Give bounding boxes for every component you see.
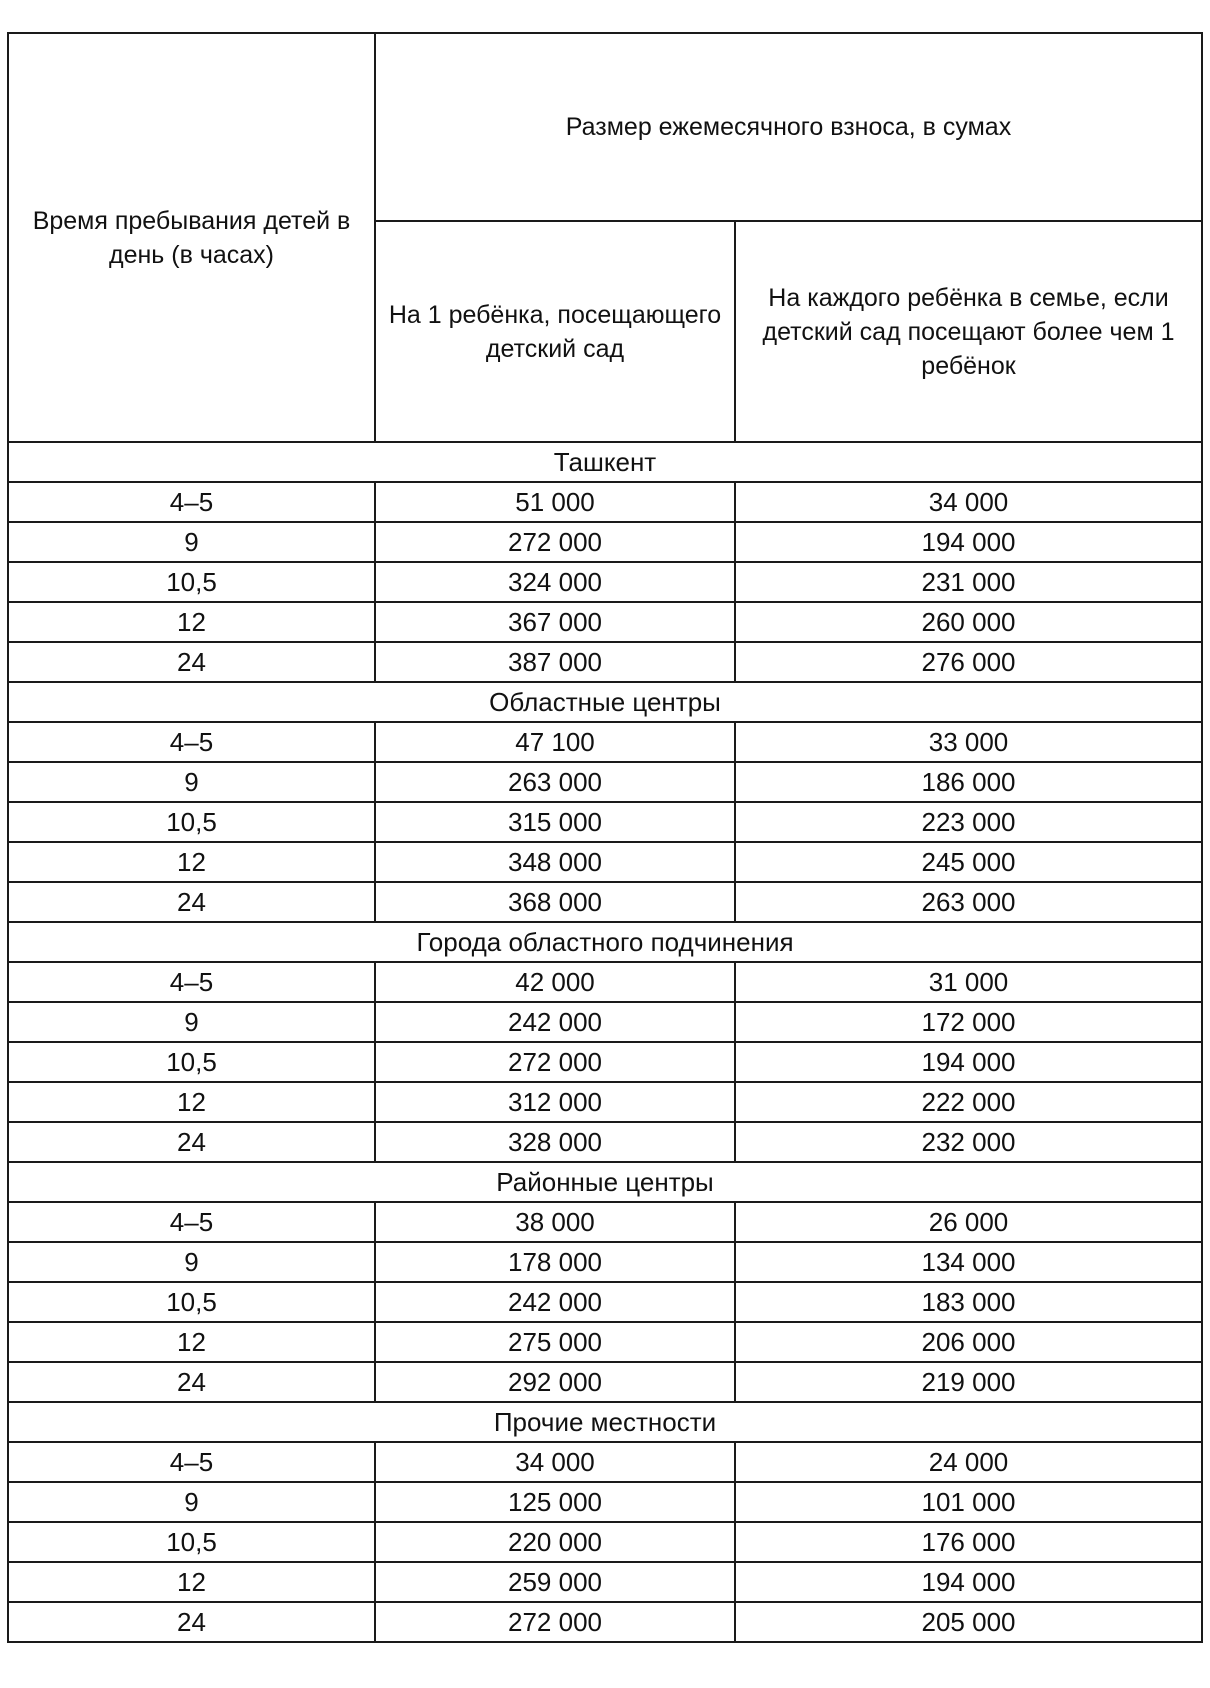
one-child-fee-cell: 312 000 [375, 1082, 735, 1122]
table-row [8, 1522, 1202, 1562]
each-child-fee-cell: 186 000 [735, 762, 1202, 802]
each-child-fee-cell: 263 000 [735, 882, 1202, 922]
table-row [8, 522, 1202, 562]
table-row [8, 1362, 1202, 1402]
each-child-fee-cell: 223 000 [735, 802, 1202, 842]
one-child-fee-cell: 348 000 [375, 842, 735, 882]
hours-cell: 10,5 [8, 1522, 375, 1562]
hours-cell: 24 [8, 882, 375, 922]
each-child-fee-cell: 31 000 [735, 962, 1202, 1002]
hours-cell: 12 [8, 1082, 375, 1122]
one-child-fee-cell: 272 000 [375, 522, 735, 562]
hours-cell: 24 [8, 642, 375, 682]
each-child-fee-cell: 245 000 [735, 842, 1202, 882]
hours-cell: 12 [8, 842, 375, 882]
hours-column-header: Время пребывания детей в день (в часах) [8, 33, 375, 442]
one-child-fee-cell: 125 000 [375, 1482, 735, 1522]
one-child-fee-cell: 324 000 [375, 562, 735, 602]
table-row [8, 1082, 1202, 1122]
one-child-fee-cell: 42 000 [375, 962, 735, 1002]
table-row [8, 1442, 1202, 1482]
hours-cell: 12 [8, 1562, 375, 1602]
table-body [8, 442, 1202, 1642]
hours-cell: 24 [8, 1122, 375, 1162]
table-row [8, 762, 1202, 802]
one-child-fee-cell: 38 000 [375, 1202, 735, 1242]
one-child-fee-cell: 178 000 [375, 1242, 735, 1282]
one-child-fee-cell: 220 000 [375, 1522, 735, 1562]
each-child-fee-cell: 231 000 [735, 562, 1202, 602]
each-child-fee-cell: 33 000 [735, 722, 1202, 762]
one-child-fee-cell: 368 000 [375, 882, 735, 922]
region-heading: Ташкент [8, 442, 1202, 482]
hours-cell: 10,5 [8, 1282, 375, 1322]
table-row [8, 722, 1202, 762]
hours-cell: 9 [8, 762, 375, 802]
one-child-fee-cell: 275 000 [375, 1322, 735, 1362]
each-child-fee-cell: 206 000 [735, 1322, 1202, 1362]
each-child-fee-cell: 219 000 [735, 1362, 1202, 1402]
one-child-column-header: На 1 ребёнка, посещающего детский сад [375, 221, 735, 442]
hours-cell: 4–5 [8, 1442, 375, 1482]
table-row [8, 562, 1202, 602]
each-child-fee-cell: 172 000 [735, 1002, 1202, 1042]
hours-cell: 12 [8, 1322, 375, 1362]
one-child-fee-cell: 292 000 [375, 1362, 735, 1402]
each-child-fee-cell: 222 000 [735, 1082, 1202, 1122]
one-child-fee-cell: 315 000 [375, 802, 735, 842]
each-child-fee-cell: 34 000 [735, 482, 1202, 522]
region-row [8, 1162, 1202, 1202]
each-child-fee-cell: 134 000 [735, 1242, 1202, 1282]
each-child-fee-cell: 205 000 [735, 1602, 1202, 1642]
table-row [8, 962, 1202, 1002]
one-child-fee-cell: 47 100 [375, 722, 735, 762]
header-row-top [8, 33, 1202, 221]
one-child-fee-cell: 263 000 [375, 762, 735, 802]
table-row [8, 1282, 1202, 1322]
table-row [8, 1122, 1202, 1162]
table-row [8, 1042, 1202, 1082]
one-child-fee-cell: 51 000 [375, 482, 735, 522]
one-child-fee-cell: 34 000 [375, 1442, 735, 1482]
table-row [8, 1002, 1202, 1042]
each-child-fee-cell: 194 000 [735, 522, 1202, 562]
each-child-fee-cell: 24 000 [735, 1442, 1202, 1482]
each-child-fee-cell: 176 000 [735, 1522, 1202, 1562]
table-row [8, 602, 1202, 642]
table-row [8, 1242, 1202, 1282]
each-child-fee-cell: 194 000 [735, 1042, 1202, 1082]
table-row [8, 802, 1202, 842]
hours-cell: 9 [8, 1482, 375, 1522]
region-row [8, 922, 1202, 962]
each-child-fee-cell: 232 000 [735, 1122, 1202, 1162]
table-row [8, 1202, 1202, 1242]
table-row [8, 1562, 1202, 1602]
hours-cell: 4–5 [8, 722, 375, 762]
table-row [8, 642, 1202, 682]
table-row [8, 482, 1202, 522]
one-child-fee-cell: 242 000 [375, 1002, 735, 1042]
each-child-fee-cell: 260 000 [735, 602, 1202, 642]
hours-cell: 9 [8, 522, 375, 562]
one-child-fee-cell: 242 000 [375, 1282, 735, 1322]
hours-cell: 4–5 [8, 962, 375, 1002]
table-row [8, 1322, 1202, 1362]
one-child-fee-cell: 328 000 [375, 1122, 735, 1162]
each-child-fee-cell: 276 000 [735, 642, 1202, 682]
table-row [8, 1602, 1202, 1642]
hours-cell: 10,5 [8, 562, 375, 602]
region-heading: Районные центры [8, 1162, 1202, 1202]
region-heading: Прочие местности [8, 1402, 1202, 1442]
each-child-column-header: На каждого ребёнка в семье, если детский сад посещают более чем 1 ребёнок [735, 221, 1202, 442]
one-child-fee-cell: 259 000 [375, 1562, 735, 1602]
table-header [8, 33, 1202, 442]
hours-cell: 24 [8, 1362, 375, 1402]
one-child-fee-cell: 387 000 [375, 642, 735, 682]
fee-table [7, 32, 1203, 1643]
each-child-fee-cell: 194 000 [735, 1562, 1202, 1602]
region-row [8, 1402, 1202, 1442]
hours-cell: 9 [8, 1002, 375, 1042]
hours-cell: 4–5 [8, 482, 375, 522]
table-row [8, 842, 1202, 882]
table-row [8, 882, 1202, 922]
each-child-fee-cell: 26 000 [735, 1202, 1202, 1242]
one-child-fee-cell: 367 000 [375, 602, 735, 642]
each-child-fee-cell: 183 000 [735, 1282, 1202, 1322]
hours-cell: 10,5 [8, 1042, 375, 1082]
one-child-fee-cell: 272 000 [375, 1042, 735, 1082]
region-heading: Областные центры [8, 682, 1202, 722]
hours-cell: 4–5 [8, 1202, 375, 1242]
hours-cell: 10,5 [8, 802, 375, 842]
each-child-fee-cell: 101 000 [735, 1482, 1202, 1522]
region-row [8, 442, 1202, 482]
region-heading: Города областного подчинения [8, 922, 1202, 962]
amount-column-header: Размер ежемесячного взноса, в сумах [375, 33, 1202, 221]
hours-cell: 24 [8, 1602, 375, 1642]
one-child-fee-cell: 272 000 [375, 1602, 735, 1642]
table-row [8, 1482, 1202, 1522]
region-row [8, 682, 1202, 722]
hours-cell: 9 [8, 1242, 375, 1282]
hours-cell: 12 [8, 602, 375, 642]
